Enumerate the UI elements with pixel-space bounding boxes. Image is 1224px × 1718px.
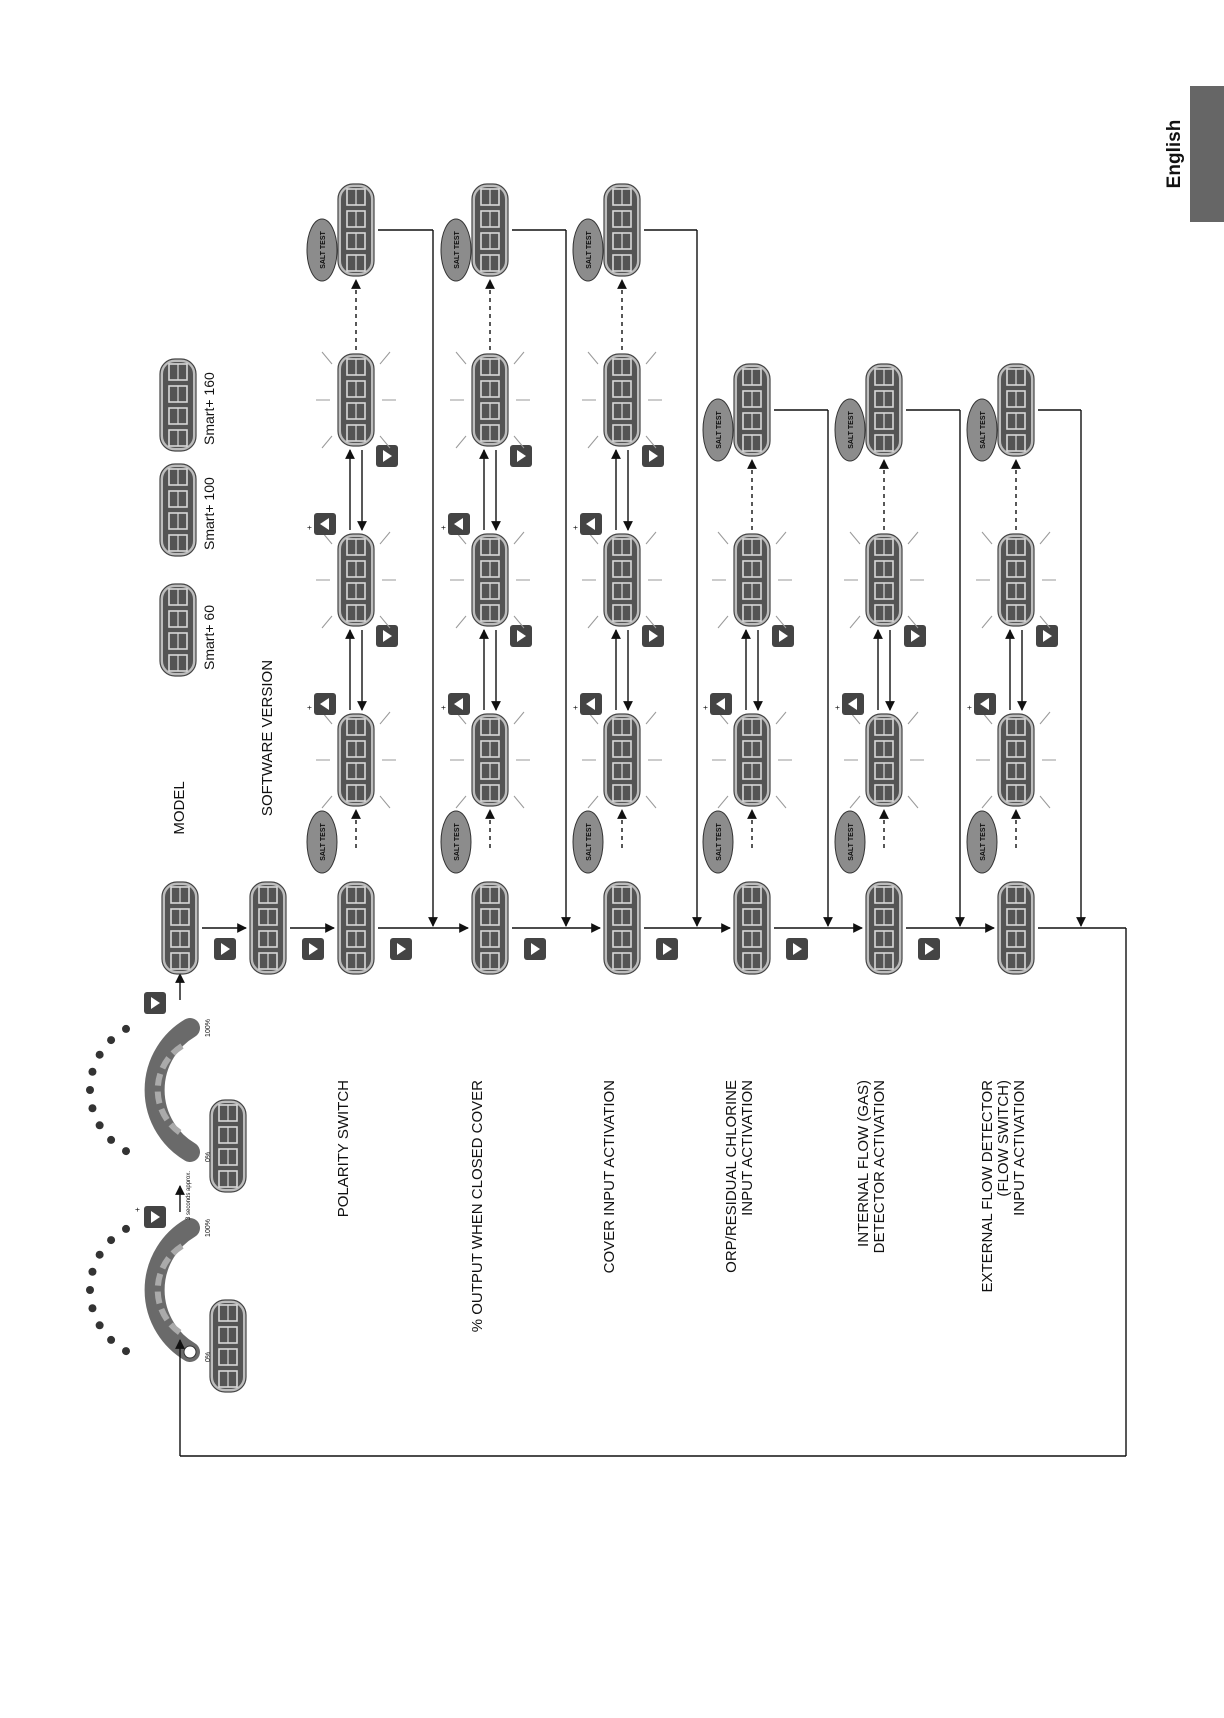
dial-led [122, 1347, 130, 1355]
option-prev-button[interactable] [974, 693, 996, 715]
blink-ray [646, 352, 656, 364]
salt-test-button[interactable] [441, 811, 471, 873]
plus-mark: + [439, 525, 448, 530]
salt-test-button[interactable] [441, 219, 471, 281]
blink-ray [718, 532, 728, 544]
blink-ray [456, 352, 466, 364]
option-next-button[interactable] [642, 445, 664, 467]
dial-led [96, 1321, 104, 1329]
language-tab[interactable] [1190, 86, 1224, 222]
row-current-display [604, 882, 640, 974]
blink-ray [982, 796, 992, 808]
dial-pct-high: 100% [205, 1219, 212, 1237]
dial-ring [155, 1028, 190, 1152]
dial-led [107, 1136, 115, 1144]
saved-value-display [604, 184, 640, 276]
option-display [976, 532, 1056, 628]
model-current-display [162, 882, 198, 974]
salt-test-label: SALT TEST [586, 823, 593, 861]
blink-ray [776, 532, 786, 544]
option-prev-button[interactable] [710, 693, 732, 715]
option-prev-button[interactable] [580, 693, 602, 715]
salt-test-button[interactable] [307, 811, 337, 873]
salt-test-label: SALT TEST [320, 823, 327, 861]
spine-next-button[interactable] [918, 938, 940, 960]
blink-ray [456, 436, 466, 448]
blink-ray [322, 796, 332, 808]
blink-ray [982, 532, 992, 544]
option-prev-button[interactable] [314, 693, 336, 715]
blink-ray [908, 712, 918, 724]
blink-ray [588, 436, 598, 448]
model-variant [160, 464, 217, 556]
model-name: Smart+ 60 [201, 605, 217, 670]
option-display [450, 352, 530, 448]
blink-ray [514, 712, 524, 724]
dial-led [96, 1051, 104, 1059]
settings-rows [305, 184, 1081, 1332]
model-variant [160, 584, 217, 676]
start-panels [86, 974, 246, 1392]
option-next-button[interactable] [510, 445, 532, 467]
salt-test-button[interactable] [307, 219, 337, 281]
row-label: ORP/RESIDUAL CHLORINE [723, 1080, 740, 1273]
dial-led [96, 1121, 104, 1129]
option-next-button[interactable] [642, 625, 664, 647]
setting-row [305, 184, 433, 1217]
blink-ray [588, 796, 598, 808]
option-display [844, 532, 924, 628]
option-prev-button[interactable] [842, 693, 864, 715]
dial-display [210, 1100, 246, 1192]
dial-ring [155, 1228, 190, 1352]
option-display [582, 352, 662, 448]
blink-ray [456, 796, 466, 808]
blink-ray [380, 712, 390, 724]
plus-mark: + [701, 705, 710, 710]
start-panel-before [86, 1219, 246, 1392]
blink-ray [1040, 796, 1050, 808]
blink-ray [850, 532, 860, 544]
blink-ray [776, 796, 786, 808]
model-variant [160, 359, 217, 451]
blink-ray [456, 616, 466, 628]
salt-test-label: SALT TEST [980, 823, 987, 861]
salt-test-button[interactable] [573, 219, 603, 281]
dial-led [86, 1286, 94, 1294]
blink-ray [850, 616, 860, 628]
salt-test-button[interactable] [573, 811, 603, 873]
option-display [450, 532, 530, 628]
model-display [160, 359, 196, 451]
spine-next-button[interactable] [786, 938, 808, 960]
plus-mark: + [133, 1207, 142, 1212]
model-name: Smart+ 160 [201, 372, 217, 445]
salt-test-label: SALT TEST [716, 411, 723, 449]
blink-ray [776, 712, 786, 724]
option-next-button[interactable] [772, 625, 794, 647]
blink-ray [982, 616, 992, 628]
setting-row [571, 184, 697, 1273]
salt-test-label: SALT TEST [454, 823, 461, 861]
row-label: (FLOW SWITCH) [995, 1080, 1012, 1197]
plus-mark: + [571, 525, 580, 530]
dial-led [107, 1236, 115, 1244]
salt-test-button[interactable] [703, 811, 733, 873]
row-current-display [338, 882, 374, 974]
blink-ray [588, 616, 598, 628]
blink-ray [380, 532, 390, 544]
dial-led [107, 1336, 115, 1344]
salt-test-button[interactable] [967, 399, 997, 461]
row-label: INTERNAL FLOW (GAS) [855, 1080, 872, 1247]
start-panel-after [86, 1019, 246, 1192]
option-next-button[interactable] [376, 445, 398, 467]
row-label: INPUT ACTIVATION [1011, 1080, 1028, 1216]
dial-led [88, 1268, 96, 1276]
option-next-button[interactable] [510, 625, 532, 647]
dial-pct-low: 0% [205, 1151, 212, 1162]
blink-ray [322, 352, 332, 364]
software-version-display [250, 882, 286, 974]
option-display [316, 532, 396, 628]
spine-next-button[interactable] [302, 938, 324, 960]
spine-next-button[interactable] [214, 938, 236, 960]
blink-ray [718, 616, 728, 628]
spine-next-button[interactable] [656, 938, 678, 960]
dial-pct-low: 0% [205, 1351, 212, 1362]
option-display [582, 712, 662, 808]
blink-ray [380, 796, 390, 808]
salt-test-button[interactable] [967, 811, 997, 873]
row-current-display [866, 882, 902, 974]
row-current-display [998, 882, 1034, 974]
blink-ray [850, 796, 860, 808]
option-display [450, 712, 530, 808]
salt-test-label: SALT TEST [586, 231, 593, 269]
option-display [712, 712, 792, 808]
blink-ray [646, 796, 656, 808]
blink-ray [908, 796, 918, 808]
row-label: EXTERNAL FLOW DETECTOR [979, 1080, 996, 1293]
blink-ray [718, 796, 728, 808]
option-display [316, 352, 396, 448]
plus-mark: + [305, 705, 314, 710]
row-current-display [734, 882, 770, 974]
salt-test-label: SALT TEST [454, 231, 461, 269]
option-display [582, 532, 662, 628]
salt-test-label: SALT TEST [980, 411, 987, 449]
blink-ray [322, 616, 332, 628]
dial-pct-high: 100% [205, 1019, 212, 1037]
blink-ray [908, 532, 918, 544]
plus-mark: + [965, 705, 974, 710]
salt-test-button[interactable] [835, 399, 865, 461]
blink-ray [380, 352, 390, 364]
saved-value-display [338, 184, 374, 276]
dial-led [122, 1147, 130, 1155]
hold-note: 3 seconds approx. [186, 1170, 192, 1220]
dial-led [122, 1225, 130, 1233]
dial-led [107, 1036, 115, 1044]
dial-display [210, 1300, 246, 1392]
dial-led [88, 1104, 96, 1112]
option-display [316, 712, 396, 808]
spine-next-button[interactable] [390, 938, 412, 960]
row-label: INPUT ACTIVATION [739, 1080, 756, 1216]
saved-value-display [734, 364, 770, 456]
blink-ray [514, 796, 524, 808]
row-label: DETECTOR ACTIVATION [871, 1080, 888, 1254]
enter-menu-button[interactable] [144, 992, 166, 1014]
setting-row [965, 364, 1081, 1293]
setting-row [833, 364, 960, 1253]
row-label: % OUTPUT WHEN CLOSED COVER [469, 1080, 486, 1333]
salt-test-button[interactable] [835, 811, 865, 873]
model-variants [160, 359, 217, 676]
option-display [844, 712, 924, 808]
hold-next-button[interactable] [144, 1206, 166, 1228]
plus-mark: + [571, 705, 580, 710]
spine-next-button[interactable] [524, 938, 546, 960]
salt-test-label: SALT TEST [848, 823, 855, 861]
model-display [160, 464, 196, 556]
option-prev-button[interactable] [314, 513, 336, 535]
dial-led [96, 1251, 104, 1259]
plus-mark: + [833, 705, 842, 710]
blink-ray [322, 436, 332, 448]
blink-ray [514, 352, 524, 364]
salt-test-label: SALT TEST [716, 823, 723, 861]
software-version-header: SOFTWARE VERSION [259, 659, 276, 817]
saved-value-display [472, 184, 508, 276]
model-display [160, 584, 196, 676]
dial-led [88, 1068, 96, 1076]
option-display [712, 532, 792, 628]
blink-ray [646, 712, 656, 724]
salt-test-button[interactable] [703, 399, 733, 461]
saved-value-display [998, 364, 1034, 456]
row-label: POLARITY SWITCH [335, 1080, 352, 1218]
salt-test-label: SALT TEST [320, 231, 327, 269]
blink-ray [1040, 532, 1050, 544]
salt-test-label: SALT TEST [848, 411, 855, 449]
saved-value-display [866, 364, 902, 456]
model-header: MODEL [171, 781, 188, 835]
blink-ray [514, 532, 524, 544]
dial-led [88, 1304, 96, 1312]
language-tab-label: English [1164, 119, 1185, 189]
plus-mark: + [439, 705, 448, 710]
row-current-display [472, 882, 508, 974]
option-prev-button[interactable] [580, 513, 602, 535]
blink-ray [1040, 712, 1050, 724]
blinking-led [184, 1346, 196, 1358]
setting-row [439, 184, 566, 1332]
dial-led [122, 1025, 130, 1033]
option-next-button[interactable] [1036, 625, 1058, 647]
row-label: COVER INPUT ACTIVATION [601, 1080, 618, 1274]
option-next-button[interactable] [904, 625, 926, 647]
option-display [976, 712, 1056, 808]
setting-row [701, 364, 828, 1273]
option-next-button[interactable] [376, 625, 398, 647]
blink-ray [588, 352, 598, 364]
model-name: Smart+ 100 [201, 477, 217, 550]
dial-led [86, 1086, 94, 1094]
blink-ray [646, 532, 656, 544]
plus-mark: + [305, 525, 314, 530]
option-prev-button[interactable] [448, 693, 470, 715]
option-prev-button[interactable] [448, 513, 470, 535]
